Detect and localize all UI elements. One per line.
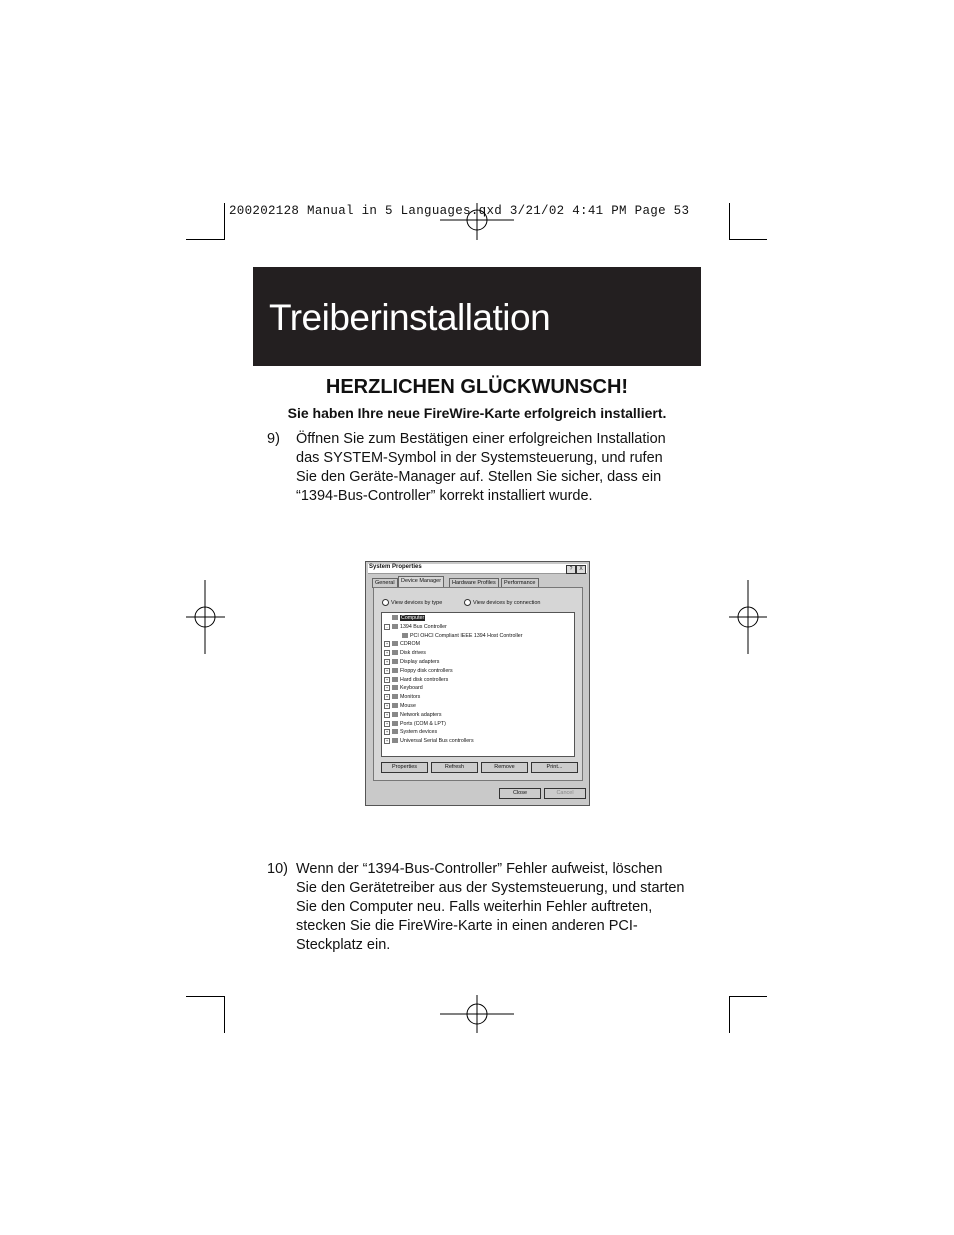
device-icon [392, 729, 398, 734]
tree-item-label: 1394 Bus Controller [400, 623, 447, 630]
radio-view-by-type[interactable]: View devices by type [382, 599, 442, 606]
tree-item-label: Mouse [400, 703, 416, 709]
device-icon [392, 738, 398, 743]
tree-item-label: Ports (COM & LPT) [400, 720, 446, 727]
tree-item[interactable] [384, 721, 446, 727]
device-icon [392, 685, 398, 690]
tree-item[interactable] [384, 615, 425, 621]
help-icon[interactable]: ? [566, 565, 576, 574]
device-icon [392, 712, 398, 717]
cancel-button[interactable]: Cancel [544, 788, 586, 799]
tab-general[interactable]: General [372, 578, 398, 588]
tree-item-label: Computer [401, 615, 425, 621]
device-icon [392, 615, 398, 620]
expander-icon[interactable]: + [385, 694, 389, 700]
tree-item[interactable] [384, 729, 437, 735]
step-number: 9) [267, 431, 280, 447]
expander-icon[interactable]: + [385, 685, 389, 691]
device-icon [392, 721, 398, 726]
tree-item-label: Disk drives [400, 650, 426, 657]
tree-item-label: Network adapters [400, 711, 442, 718]
tab-performance[interactable]: Performance [501, 578, 539, 588]
radio-view-by-connection[interactable]: View devices by connection [464, 599, 540, 606]
tree-item[interactable] [384, 685, 423, 691]
tree-item[interactable] [384, 650, 426, 656]
print-button[interactable]: Print... [531, 762, 578, 773]
tree-item[interactable] [402, 633, 522, 639]
close-icon[interactable]: X [576, 565, 586, 574]
expander-icon[interactable]: + [385, 703, 389, 708]
device-icon [392, 677, 398, 682]
tree-item[interactable] [384, 677, 448, 683]
expander-icon[interactable]: - [384, 624, 390, 630]
tree-item-label: PCI OHCI Compliant IEEE 1394 Host Controller [410, 632, 523, 639]
expander-icon[interactable]: + [385, 641, 389, 647]
close-button[interactable]: Close [499, 788, 541, 799]
remove-button[interactable]: Remove [481, 762, 528, 773]
tree-item[interactable] [384, 738, 474, 744]
device-icon [392, 650, 398, 655]
tree-item[interactable] [384, 703, 416, 709]
expander-icon[interactable]: + [385, 711, 389, 717]
device-icon [392, 641, 398, 646]
tree-item[interactable] [384, 659, 439, 665]
step-text: Öffnen Sie zum Bestätigen einer erfolgreichen Installation das SYSTEM-Symbol in der Systemsteuerung, und rufen Sie den Geräte-Manager auf. Stellen Sie sicher, dass ein “1394-Bus-Controller” korrekt installiert wurde. [296, 431, 666, 504]
radio-icon [464, 599, 471, 606]
tab-device-manager[interactable]: Device Manager [398, 576, 444, 588]
dialog-title: System Properties [369, 564, 422, 570]
device-manager-panel [373, 587, 583, 781]
step-text: Wenn der “1394-Bus-Controller” Fehler aufweist, löschen Sie den Gerätetreiber aus der Systemsteuerung, und starten Sie den Computer neu. Falls weiterhin Fehler auftreten, stecken Sie die FireWire-Karte in einen anderen PCI-Steckplatz ein. [296, 861, 685, 953]
system-properties-dialog [365, 561, 590, 806]
expander-icon[interactable]: + [385, 729, 389, 735]
properties-button[interactable]: Properties [381, 762, 428, 773]
tree-item-label: Universal Serial Bus controllers [400, 738, 474, 745]
tree-item-label: Hard disk controllers [400, 676, 449, 683]
tree-item[interactable] [384, 712, 442, 718]
dialog-title-bar [368, 564, 587, 574]
tree-item[interactable] [384, 624, 447, 630]
tree-item-label: System devices [400, 729, 438, 736]
tree-item-label: Monitors [400, 694, 421, 701]
step-number: 10) [267, 861, 288, 877]
tab-hardware-profiles[interactable]: Hardware Profiles [449, 578, 499, 588]
device-tree[interactable] [381, 612, 575, 757]
refresh-button[interactable]: Refresh [431, 762, 478, 773]
tree-item-label: Keyboard [400, 685, 423, 692]
device-icon [402, 633, 408, 638]
tree-item[interactable] [384, 694, 420, 700]
expander-icon[interactable]: + [385, 650, 389, 656]
slug-line: 200202128 Manual in 5 Languages.qxd 3/21/02 4:41 PM Page 53 [229, 204, 690, 218]
device-icon [392, 668, 398, 673]
expander-icon[interactable]: + [385, 738, 389, 744]
tree-item-label: Floppy disk controllers [400, 667, 453, 674]
expander-icon[interactable]: + [385, 659, 389, 664]
congrats-subheading: Sie haben Ihre neue FireWire-Karte erfolgreich installiert. [287, 405, 667, 421]
device-icon [392, 624, 398, 629]
device-icon [392, 694, 398, 699]
expander-icon[interactable]: + [385, 720, 389, 726]
page-title: Treiberinstallation [269, 297, 551, 338]
device-icon [392, 703, 398, 708]
tree-item[interactable] [384, 641, 420, 647]
expander-icon[interactable]: + [385, 667, 389, 673]
tree-item[interactable] [384, 668, 453, 674]
tree-item-label: Display adapters [400, 659, 440, 665]
radio-icon [382, 599, 389, 606]
congrats-heading: HERZLICHEN GLÜCKWUNSCH! [325, 376, 629, 398]
tree-item-label: CDROM [400, 641, 421, 648]
device-icon [392, 659, 398, 664]
title-banner [253, 267, 701, 366]
expander-icon[interactable]: + [385, 676, 389, 682]
